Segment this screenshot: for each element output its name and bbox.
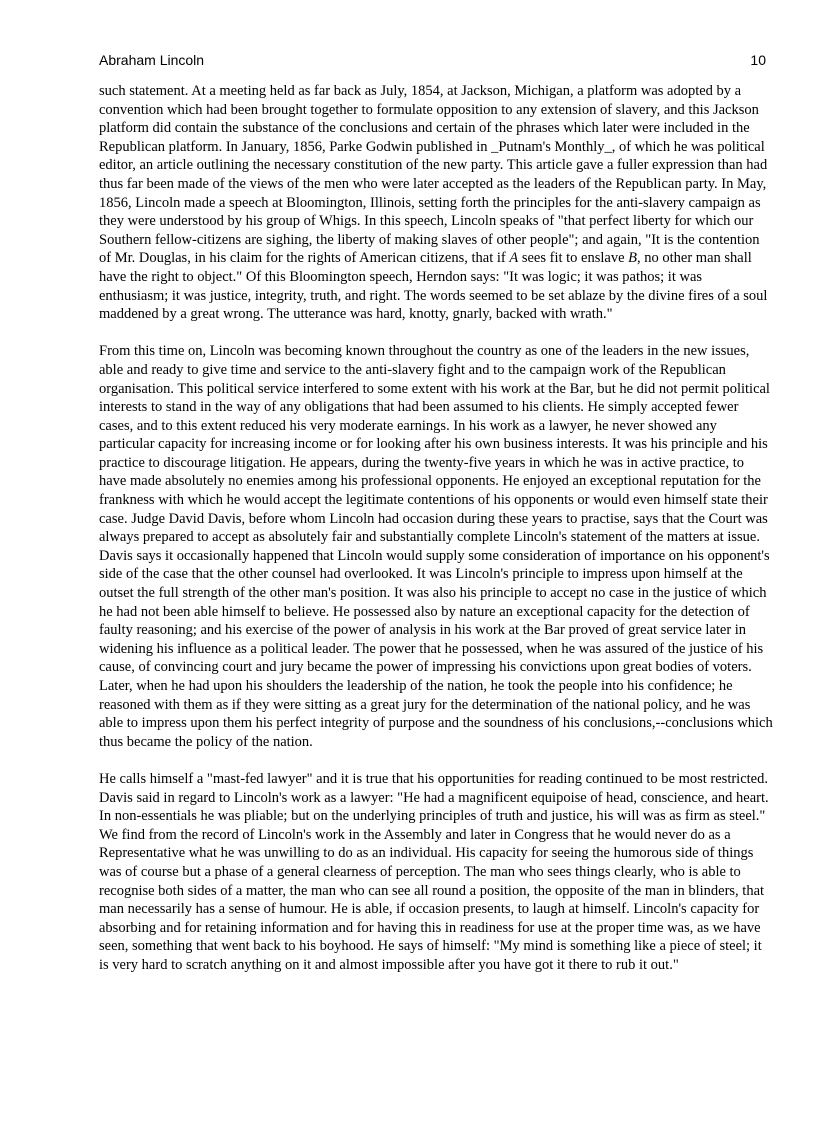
paragraph-1-part-b: sees fit to enslave <box>518 250 629 267</box>
page-header <box>99 52 766 72</box>
running-title: Abraham Lincoln <box>99 52 205 68</box>
paragraph-1-part-c: , no other man shall have the right to object." Of this Bloomington speech, Herndon says: "It was logic; it was pathos; it was enthusiasm; it was justice, integrity, truth, and right. The words seemed to be set ablaze by the divine fires of a soul maddened by a great wrong. The utterance was hard, knotty, gnarly, backed with wrath." <box>99 250 768 323</box>
paragraph-1 <box>99 82 774 324</box>
paragraph-3: He calls himself a "mast-fed lawyer" and it is true that his opportunities for reading continued to be most restricted. Davis said in regard to Lincoln's work as a lawyer: "He had a magnificent equipoise of head, conscience, and heart. In non-essentials he was pliable; but on the underlying principles of truth and justice, his will was as firm as steel." We find from the record of Lincoln's work in the Assembly and later in Congress that he would never do as a Representative what he was unwilling to do as an individual. His capacity for seeing the humorous side of things was of course but a phase of a general clearness of perception. The man who sees things clearly, who is able to recognise both sides of a matter, the man who can see all round a position, the opposite of the man in blinders, that man necessarily has a sense of humour. He is able, if occasion presents, to laugh at himself. Lincoln's capacity for absorbing and for retaining information and for having this in readiness for use at the proper time was, as we have seen, something that went back to his boyhood. He says of himself: "My mind is something like a piece of steel; it is very hard to scratch anything on it and almost impossible after you have got it there to rub it out." <box>99 770 769 973</box>
paragraph-1-part-a: such statement. At a meeting held as far back as July, 1854, at Jackson, Michigan, a platform was adopted by a convention which had been brought together to formulate opposition to any extension of slavery, and this Jackson platform did contain the substance of the conclusions and certain of the phrases which later were included in the Republican platform. In January, 1856, Parke Godwin published in _Putnam's Monthly_, of which he was political editor, an article outlining the necessary constitution of the new party. This article gave a fuller expression than had thus far been made of the views of the men who were later accepted as the leaders of the Republican party. In May, 1856, Lincoln made a speech at Bloomington, Illinois, setting forth the principles for the anti-slavery campaign as they were understood by his group of Whigs. In this speech, Lincoln speaks of "that perfect liberty for which our Southern fellow-citizens are sighing, the liberty of making slaves of other people"; and again, "It is the contention of Mr. Douglas, in his claim for the rights of American citizens, that if <box>99 83 768 267</box>
paragraph-1-italic-b: B <box>628 250 637 267</box>
paragraph-1-italic-a: A <box>509 250 519 267</box>
body-text <box>99 82 774 993</box>
page-number: 10 <box>750 52 766 68</box>
paragraph-2: From this time on, Lincoln was becoming known throughout the country as one of the leaders in the new issues, able and ready to give time and service to the anti-slavery fight and to the campaign work of the Republican organisation. This political service interfered to some extent with his work at the Bar, but he did not permit political interests to stand in the way of any obligations that had been assumed to his clients. He simply accepted fewer cases, and to this extent reduced his very moderate earnings. In his work as a lawyer, he never showed any particular capacity for increasing income or for looking after his own business interests. It was his principle and his practice to discourage litigation. He appears, during the twenty-five years in which he was in active practice, to have made absolutely no enemies among his professional opponents. He enjoyed an exceptional reputation for the frankness with which he would accept the legitimate contentions of his opponents or would even himself state their case. Judge David Davis, before whom Lincoln had occasion during these years to practise, says that the Court was always prepared to accept as absolutely fair and substantially complete Lincoln's statement of the matters at issue. Davis says it occasionally happened that Lincoln would supply some consideration of importance on his opponent's side of the case that the other counsel had overlooked. It was Lincoln's principle to impress upon himself at the outset the full strength of the other man's position. It was also his principle to accept no case in the justice of which he had not been able himself to believe. He possessed also by nature an exceptional capacity for the detection of faulty reasoning; and his exercise of the power of analysis in his work at the Bar proved of great service later in widening his influence as a political leader. The power that he possessed, when he was assured of the justice of his cause, of convincing court and jury became the power of impressing his convictions upon great bodies of voters. Later, when he had upon his shoulders the leadership of the nation, he took the people into his confidence; he reasoned with them as if they were sitting as a great jury for the determination of the national policy, and he was able to impress upon them his perfect integrity of purpose and the soundness of his conclusions,--conclusions which thus became the policy of the nation. <box>99 343 773 750</box>
